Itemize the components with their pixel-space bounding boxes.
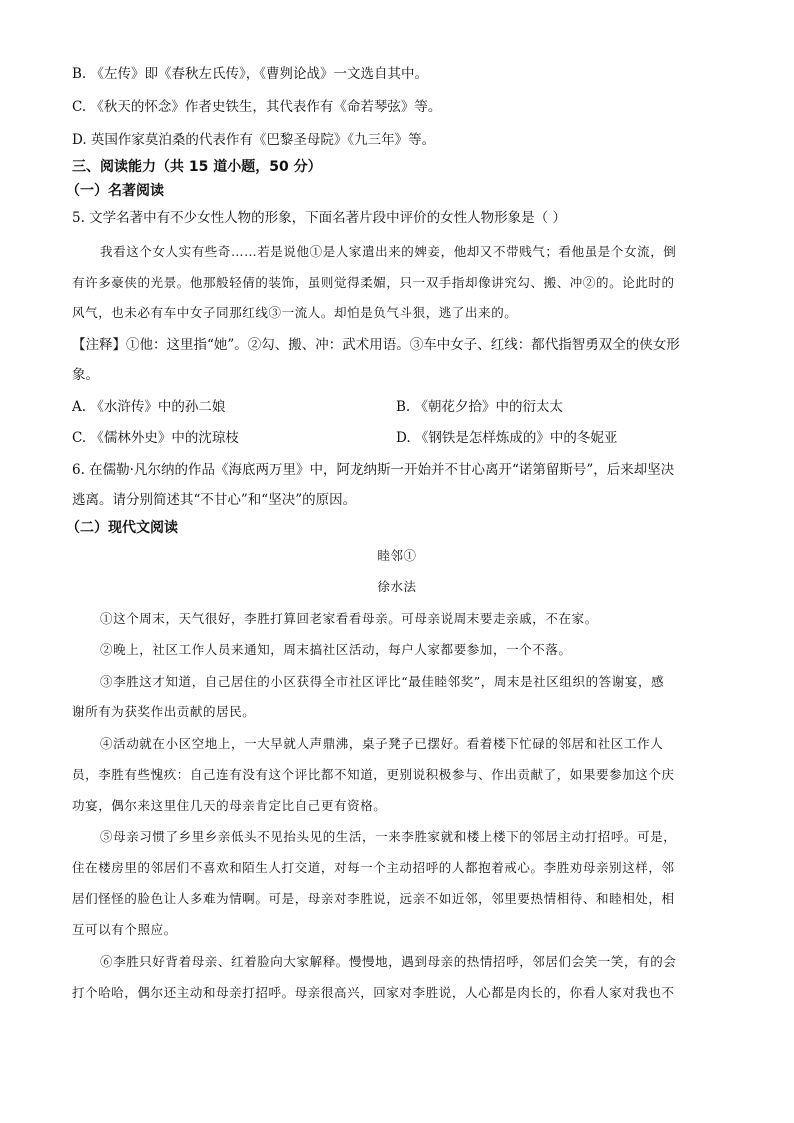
q5-note-line: 【注释】①他：这里指“她”。②勾、搬、冲：武术用语。③车中女子、红线：都代指智勇双全的侠女形 <box>72 337 680 353</box>
paragraph-5-line: 居们怪怪的脸色让人多难为情啊。可是，母亲对李胜说，远亲不如近邻，邻里要热情相待、和睦相处，相 <box>72 891 675 906</box>
q5-option-a: A. 《水浒传》中的孙二娘 <box>72 399 226 415</box>
paragraph-5-line: ⑤母亲习惯了乡里乡亲低头不见抬头见的生活，一来李胜家就和楼上楼下的邻居主动打招呼。可是， <box>100 829 677 844</box>
question-5-stem: 5. 文学名著中有不少女性人物的形象，下面名著片段中评价的女性人物形象是（ ） <box>72 210 566 226</box>
q5-option-d: D. 《钢铁是怎样炼成的》中的冬妮亚 <box>396 430 618 446</box>
question-6-line: 逃离。请分别简述其“不甘心”和“坚决”的原因。 <box>72 492 357 508</box>
q5-passage-line: 风气，也未必有车中女子同那红线③一流人。却怕是负气斗狠，逃了出来的。 <box>72 305 518 320</box>
q5-option-c: C. 《儒林外史》中的沈琼枝 <box>72 430 239 446</box>
paragraph-4-line: 功宴，偶尔来这里住几天的母亲肯定比自己更有资格。 <box>72 798 387 813</box>
article-author: 徐水法 <box>377 579 417 594</box>
paragraph-5-line: 住在楼房里的邻居们不喜欢和陌生人打交道，对每一个主动招呼的人都抱着戒心。李胜劝母亲别这样，邻 <box>72 860 675 875</box>
article-title: 睦邻① <box>377 548 417 563</box>
section-heading: 三、阅读能力（共 15 道小题，50 分） <box>72 159 322 175</box>
paragraph-3-line: 谢所有为获奖作出贡献的居民。 <box>72 704 256 719</box>
paragraph-4-line: ④活动就在小区空地上，一大早就人声鼎沸，桌子凳子已摆好。看着楼下忙碌的邻居和社区工作人 <box>100 736 664 751</box>
option-c-top: C. 《秋天的怀念》作者史铁生，其代表作有《命若琴弦》等。 <box>72 99 442 115</box>
paragraph-2: ②晚上，社区工作人员来通知，周末搞社区活动，每户人家都要参加，一个不落。 <box>100 642 572 657</box>
paragraph-6-line: ⑥李胜只好背着母亲、红着脸向大家解释。慢慢地，遇到母亲的热情招呼，邻居们会笑一笑，有的会 <box>100 954 677 969</box>
paragraph-5-line: 互可以有个照应。 <box>72 922 177 937</box>
subsection-heading-2: （二）现代文阅读 <box>66 520 178 536</box>
q5-note-line: 象。 <box>72 367 99 383</box>
paragraph-6-line: 打个哈哈，偶尔还主动和母亲打招呼。母亲很高兴，回家对李胜说，人心都是肉长的，你看人家对我也不 <box>72 985 675 1000</box>
question-6-line: 6. 在儒勒·凡尔纳的作品《海底两万里》中，阿龙纳斯一开始并不甘心离开“诺第留斯号”，后来却坚决 <box>72 462 675 478</box>
paragraph-3-line: ③李胜这才知道，自己居住的小区获得全市社区评比“最佳睦邻奖”，周末是社区组织的答谢宴，感 <box>100 674 665 689</box>
paragraph-1: ①这个周末，天气很好，李胜打算回老家看看母亲。可母亲说周末要走亲戚，不在家。 <box>100 611 598 626</box>
q5-option-b: B. 《朝花夕拾》中的衍太太 <box>396 399 564 415</box>
subsection-heading-1: （一）名著阅读 <box>66 183 164 199</box>
option-b-top: B. 《左传》即《春秋左氏传》，《曹刿论战》一文选自其中。 <box>72 66 429 82</box>
option-d-top: D. 英国作家莫泊桑的代表作有《巴黎圣母院》《九三年》等。 <box>72 132 436 148</box>
q5-passage-line: 有许多豪侠的光景。他那般轻倩的装饰，虽则觉得柔媚，只一双手指却像讲究勾、搬、冲②的。论此时的 <box>72 275 675 290</box>
paragraph-4-line: 员，李胜有些愧疚：自己连有没有这个评比都不知道，更别说积极参与、作出贡献了，如果要参加这个庆 <box>72 767 675 782</box>
q5-passage-line: 我看这个女人实有些奇……若是说他①是人家遣出来的婢妾，他却又不带贱气；看他虽是个女流，倒 <box>100 244 677 259</box>
